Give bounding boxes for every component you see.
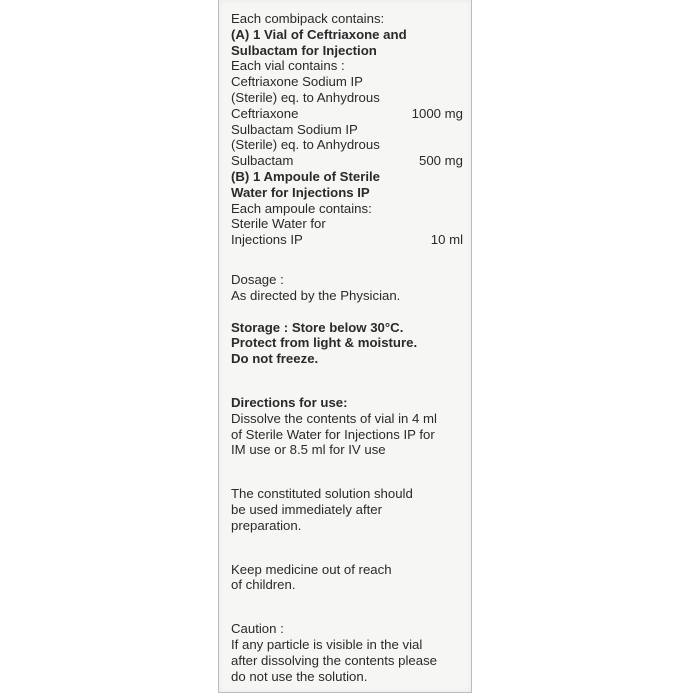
part-a-title-line-2: Sulbactam for Injection [231, 42, 377, 58]
sulbactam-row [231, 153, 465, 169]
constituted-line-2: be used immediately after [231, 501, 382, 517]
directions-line-2: of Sterile Water for Injections IP for [231, 426, 435, 442]
constituted-line-1: The constituted solution should [231, 486, 413, 502]
caution-line-3: do not use the solution. [231, 668, 368, 684]
part-b-title-line-1: (B) 1 Ampoule of Sterile [231, 168, 380, 184]
ceftriaxone-line-2: (Sterile) eq. to Anhydrous [231, 89, 380, 105]
sulbactam-amount: 500 mg [419, 153, 463, 169]
ceftriaxone-name: Ceftriaxone [231, 105, 299, 121]
storage-line-1: Storage : Store below 30°C. [231, 319, 404, 335]
caution-label: Caution : [231, 621, 284, 637]
storage-line-2: Protect from light & moisture. [231, 335, 418, 351]
sulbactam-name: Sulbactam [231, 153, 294, 169]
label-text [231, 11, 465, 684]
part-a-title-line-1: (A) 1 Vial of Ceftriaxone and [231, 26, 407, 42]
dosage-label: Dosage : [231, 271, 284, 287]
directions-line-3: IM use or 8.5 ml for IV use [231, 442, 386, 458]
directions-title: Directions for use: [231, 394, 348, 410]
label-panel [218, 0, 472, 693]
caution-line-1: If any particle is visible in the vial [231, 636, 423, 652]
combipack-heading: Each combipack contains: [231, 11, 385, 26]
sulbactam-line-1: Sulbactam Sodium IP [231, 121, 358, 137]
keep-line-2: of children. [231, 577, 296, 593]
ampoule-intro: Each ampoule contains: [231, 200, 372, 216]
sulbactam-line-2: (Sterile) eq. to Anhydrous [231, 137, 380, 153]
storage-line-3: Do not freeze. [231, 351, 319, 367]
water-line-1: Sterile Water for [231, 216, 326, 232]
dosage-text: As directed by the Physician. [231, 287, 401, 303]
ceftriaxone-line-1: Ceftriaxone Sodium IP [231, 74, 363, 90]
water-name: Injections IP [231, 232, 303, 248]
keep-line-1: Keep medicine out of reach [231, 561, 392, 577]
vial-intro: Each vial contains : [231, 58, 345, 74]
part-b-title-line-2: Water for Injections IP [231, 184, 370, 200]
ceftriaxone-row [231, 106, 465, 122]
water-amount: 10 ml [430, 232, 463, 248]
constituted-line-3: preparation. [231, 517, 302, 533]
directions-line-1: Dissolve the contents of vial in 4 ml [231, 410, 437, 426]
ceftriaxone-amount: 1000 mg [411, 105, 463, 121]
water-row [231, 232, 465, 248]
caution-line-2: after dissolving the contents please [231, 652, 437, 668]
